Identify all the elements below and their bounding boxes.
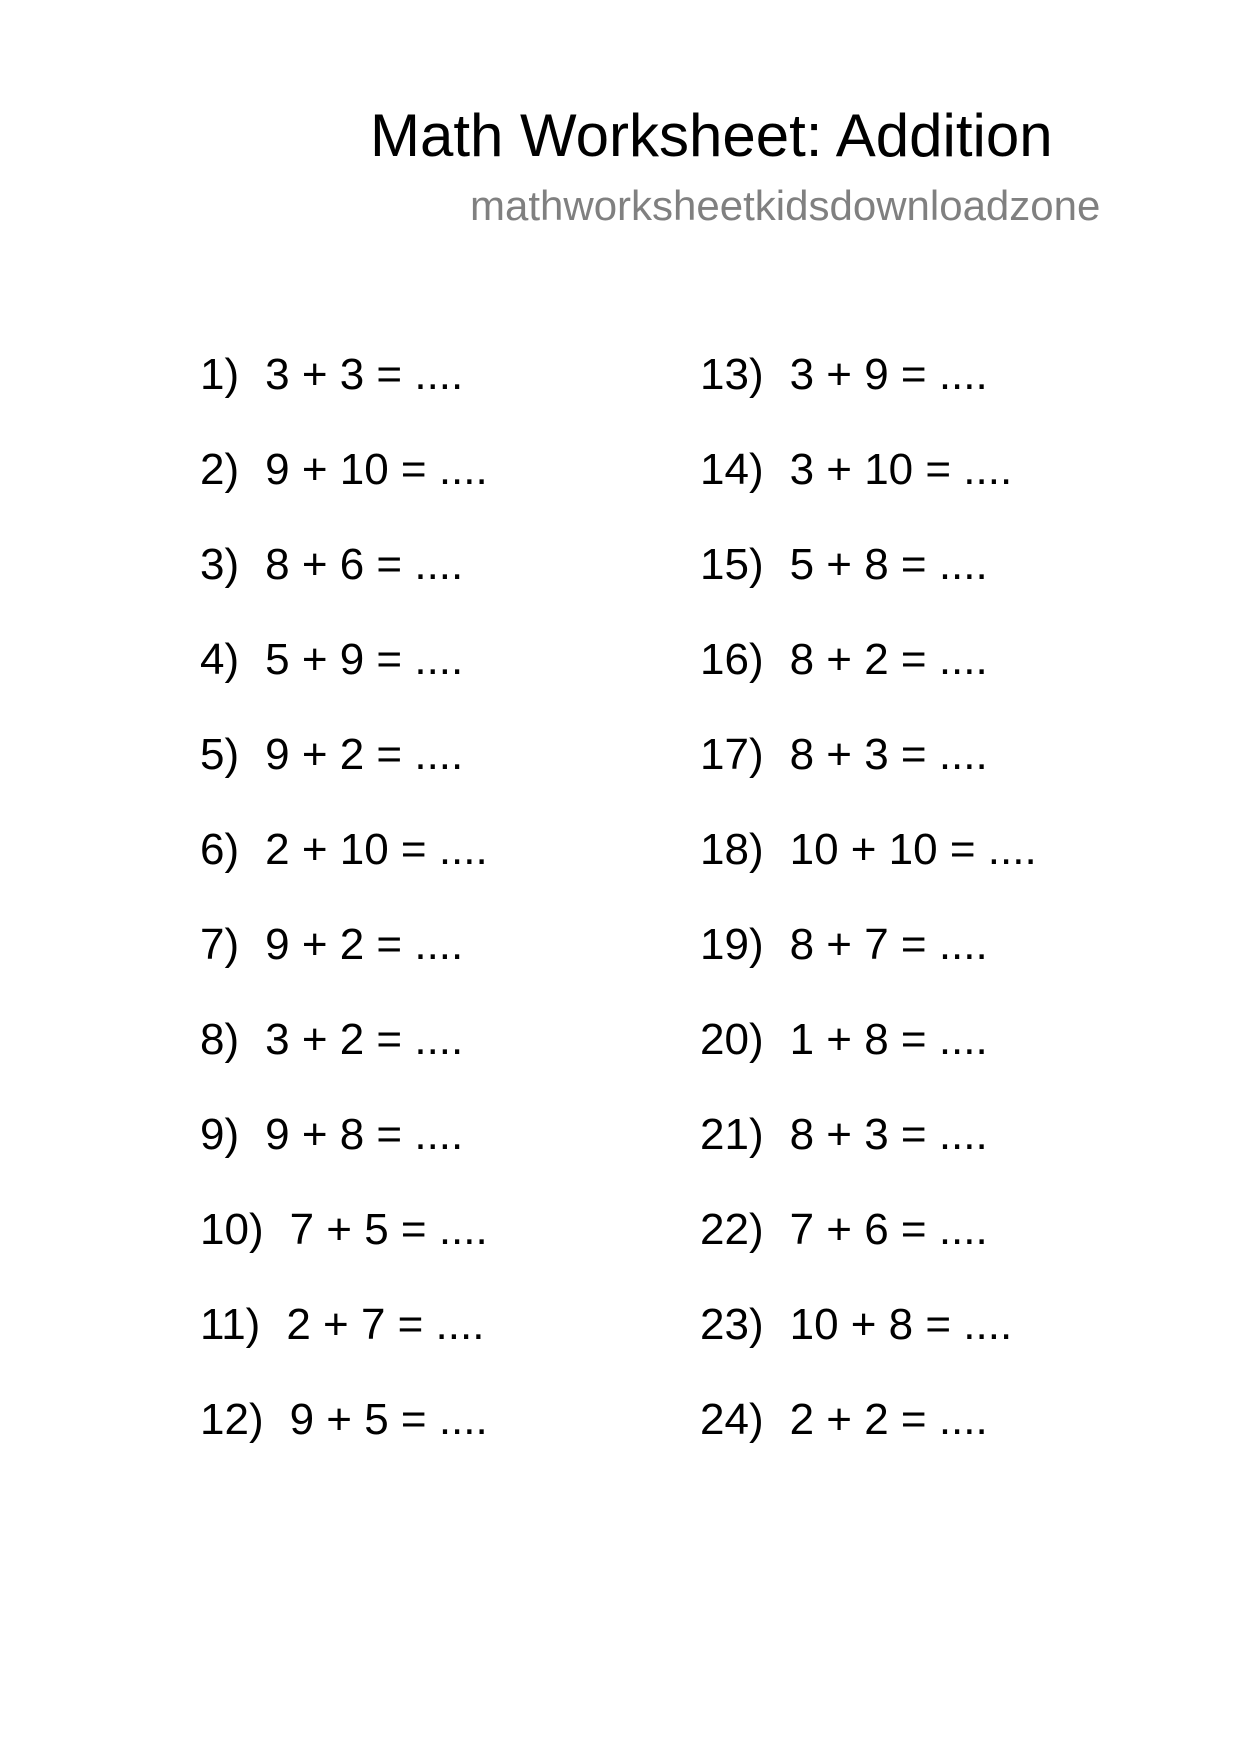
problem-item — [700, 1010, 1160, 1105]
problem-expression: 3 + 3 = .... — [265, 350, 464, 399]
problem-expression: 2 + 2 = .... — [789, 1395, 988, 1444]
problem-item — [200, 1105, 660, 1200]
problem-item — [200, 1390, 660, 1485]
problem-item — [200, 915, 660, 1010]
problem-item — [700, 915, 1160, 1010]
problem-item — [200, 440, 660, 535]
problem-number: 19) — [700, 920, 764, 969]
problem-number: 11) — [200, 1300, 261, 1349]
problem-expression: 1 + 8 = .... — [789, 1015, 988, 1064]
problem-item — [700, 1295, 1160, 1390]
problem-number: 12) — [200, 1395, 264, 1444]
problem-item — [700, 1105, 1160, 1200]
problem-expression: 7 + 6 = .... — [789, 1205, 988, 1254]
problem-number: 3) — [200, 540, 240, 589]
problem-number: 7) — [200, 920, 240, 969]
problem-item — [700, 725, 1160, 820]
problem-expression: 9 + 5 = .... — [289, 1395, 488, 1444]
problem-item — [200, 345, 660, 440]
problem-number: 24) — [700, 1395, 764, 1444]
problem-expression: 9 + 8 = .... — [265, 1110, 464, 1159]
problem-number: 16) — [700, 635, 764, 684]
problem-number: 10) — [200, 1205, 264, 1254]
problem-expression: 9 + 2 = .... — [265, 920, 464, 969]
problem-expression: 8 + 3 = .... — [789, 1110, 988, 1159]
problem-item — [200, 630, 660, 725]
problem-expression: 3 + 9 = .... — [789, 350, 988, 399]
problem-item — [200, 535, 660, 630]
problem-number: 8) — [200, 1015, 240, 1064]
problem-expression: 3 + 2 = .... — [265, 1015, 464, 1064]
problem-item — [200, 1200, 660, 1295]
problem-number: 13) — [700, 350, 764, 399]
worksheet-subtitle: mathworksheetkidsdownloadzone — [470, 182, 1101, 229]
problem-number: 5) — [200, 730, 240, 779]
problem-expression: 10 + 8 = .... — [789, 1300, 1013, 1349]
problem-expression: 5 + 9 = .... — [265, 635, 464, 684]
problems-column-left — [200, 345, 660, 1485]
worksheet-title: Math Worksheet: Addition — [370, 102, 1053, 169]
problem-item — [200, 1010, 660, 1105]
problem-expression: 2 + 7 = .... — [286, 1300, 485, 1349]
problem-number: 6) — [200, 825, 240, 874]
problem-expression: 8 + 7 = .... — [789, 920, 988, 969]
problem-expression: 3 + 10 = .... — [789, 445, 1013, 494]
problem-number: 23) — [700, 1300, 764, 1349]
problem-item — [700, 1390, 1160, 1485]
problem-item — [700, 345, 1160, 440]
problem-number: 4) — [200, 635, 240, 684]
problem-number: 20) — [700, 1015, 764, 1064]
problem-item — [200, 1295, 660, 1390]
problem-expression: 8 + 6 = .... — [265, 540, 464, 589]
problems-column-right — [700, 345, 1160, 1485]
problem-expression: 10 + 10 = .... — [789, 825, 1037, 874]
problem-number: 2) — [200, 445, 240, 494]
problem-number: 22) — [700, 1205, 764, 1254]
problem-expression: 9 + 2 = .... — [265, 730, 464, 779]
problem-item — [700, 535, 1160, 630]
problem-expression: 8 + 3 = .... — [789, 730, 988, 779]
problem-number: 21) — [700, 1110, 764, 1159]
problem-item — [700, 820, 1160, 915]
problem-item — [700, 440, 1160, 535]
problem-item — [700, 1200, 1160, 1295]
problem-number: 9) — [200, 1110, 240, 1159]
problem-expression: 5 + 8 = .... — [789, 540, 988, 589]
problem-number: 1) — [200, 350, 240, 399]
problem-item — [200, 725, 660, 820]
problem-number: 15) — [700, 540, 764, 589]
problem-number: 17) — [700, 730, 764, 779]
problem-item — [700, 630, 1160, 725]
problem-expression: 7 + 5 = .... — [289, 1205, 488, 1254]
problem-item — [200, 820, 660, 915]
problem-expression: 2 + 10 = .... — [265, 825, 488, 874]
problem-expression: 8 + 2 = .... — [789, 635, 988, 684]
problem-number: 14) — [700, 445, 764, 494]
problem-expression: 9 + 10 = .... — [265, 445, 488, 494]
problem-number: 18) — [700, 825, 764, 874]
